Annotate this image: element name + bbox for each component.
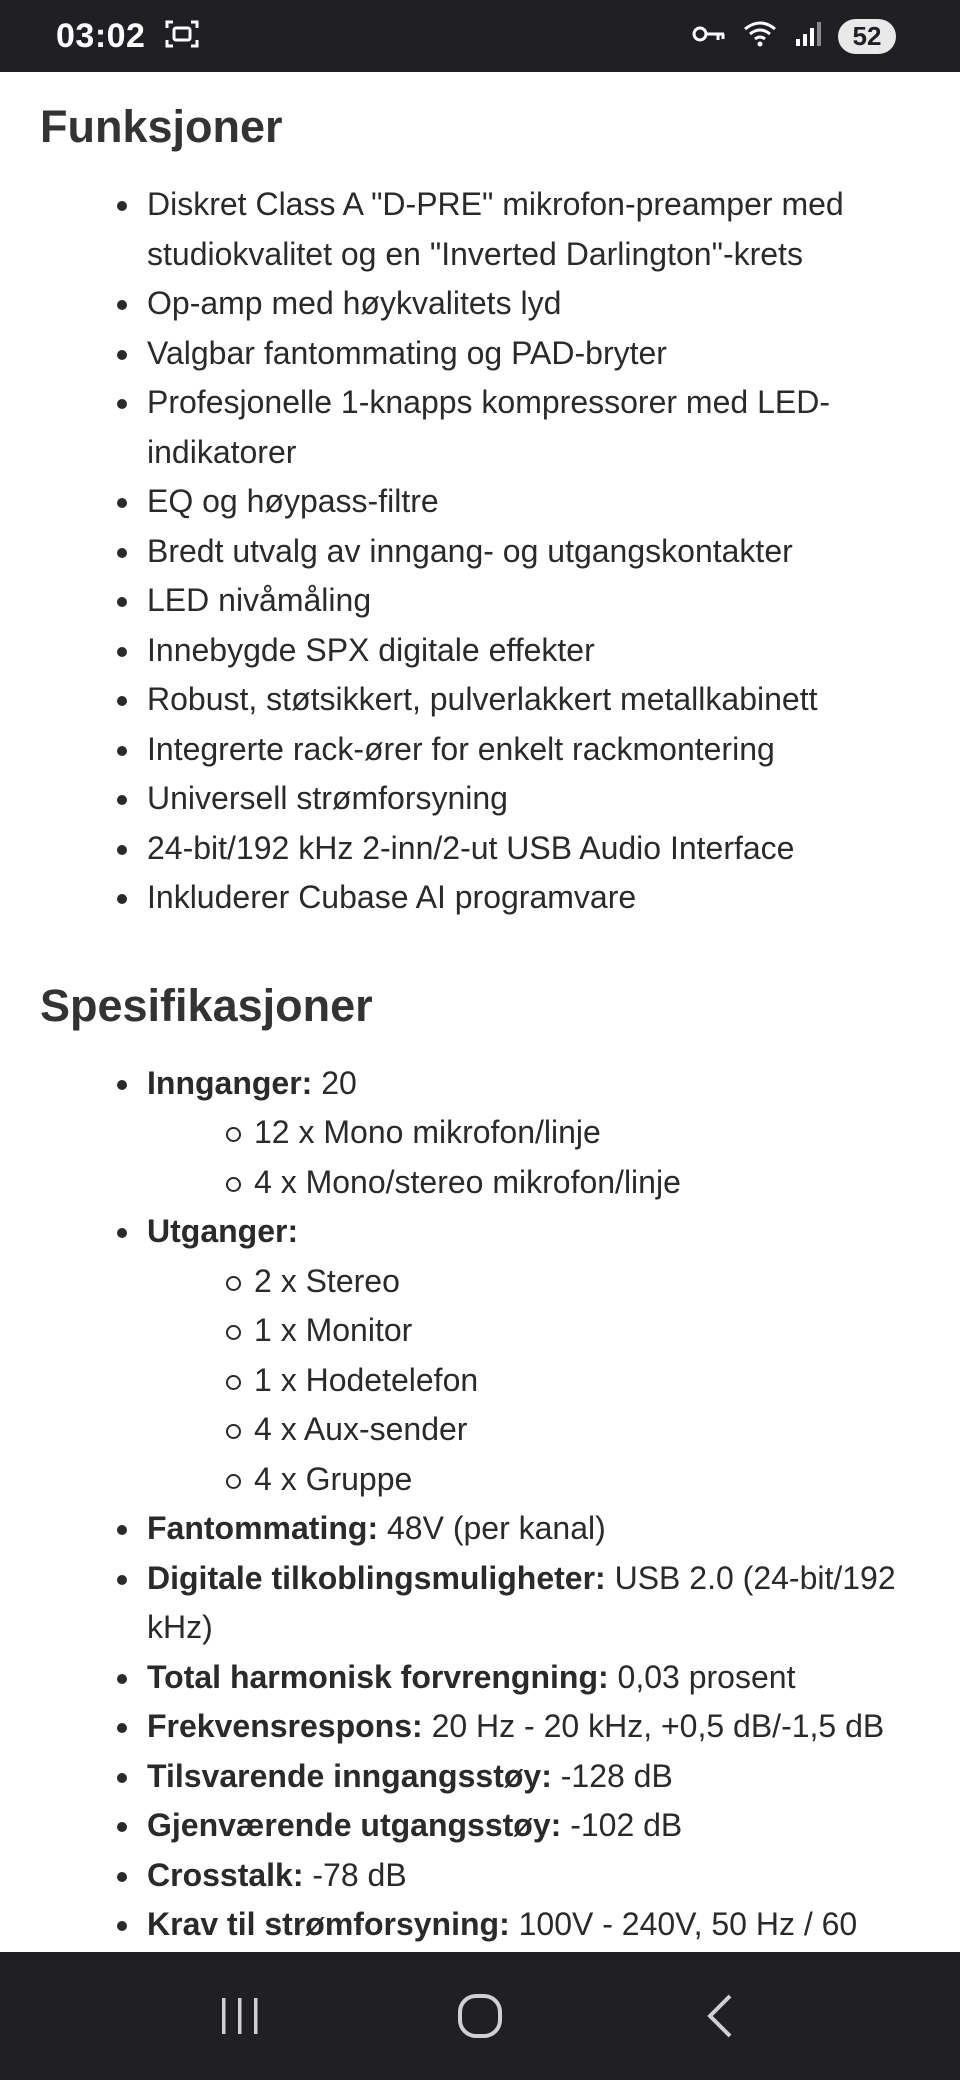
spec-item — [147, 1752, 960, 1802]
spec-label: Innganger: — [147, 1064, 313, 1101]
status-bar — [0, 0, 960, 72]
spec-value: 20 — [312, 1064, 357, 1101]
sub-list-item: 4 x Mono/stereo mikrofon/linje — [254, 1158, 936, 1208]
features-list — [40, 180, 960, 923]
spec-item — [147, 1851, 960, 1901]
home-icon[interactable] — [440, 1976, 520, 2056]
wifi-icon — [742, 20, 778, 53]
list-item: Universell strømforsyning — [147, 774, 960, 824]
spec-label: Total harmonisk forvrengning: — [147, 1658, 609, 1695]
spec-value: -78 dB — [303, 1856, 407, 1893]
spec-item — [147, 1554, 960, 1653]
spec-label: Gjenværende utgangsstøy: — [147, 1807, 562, 1843]
recent-apps-icon[interactable] — [200, 1976, 280, 2056]
spec-label: Fantommating: — [147, 1510, 379, 1546]
list-item: 24-bit/192 kHz 2-inn/2-ut USB Audio Interface — [147, 824, 960, 874]
spec-item — [147, 1900, 960, 1950]
back-icon[interactable] — [680, 1976, 760, 2056]
list-item: EQ og høypass-filtre — [147, 477, 960, 527]
list-item: Profesjonelle 1-knapps kompressorer med LED-indikatorer — [147, 378, 960, 477]
spec-label: Frekvensrespons: — [147, 1708, 423, 1744]
sub-list-item: 1 x Hodetelefon — [254, 1356, 936, 1406]
sub-list-item: 2 x Stereo — [254, 1257, 936, 1307]
spec-value: 0,03 prosent — [608, 1658, 796, 1695]
list-item: Integrerte rack-ører for enkelt rackmontering — [147, 725, 960, 775]
list-item: Valgbar fantommating og PAD-bryter — [147, 329, 960, 379]
list-item: Innebygde SPX digitale effekter — [147, 626, 960, 676]
battery-icon: 52 — [838, 19, 896, 54]
spec-inputs — [147, 1059, 960, 1208]
spec-item — [147, 1504, 960, 1554]
spec-label: Krav til strømforsyning: — [147, 1906, 510, 1942]
spec-label: Tilsvarende inngangsstøy: — [147, 1757, 552, 1794]
spec-value: -102 dB — [561, 1807, 683, 1843]
inputs-sublist — [147, 1108, 936, 1207]
navigation-bar — [0, 1952, 960, 2080]
features-heading: Funksjoner — [40, 101, 283, 152]
spec-label: Crosstalk: — [147, 1856, 304, 1893]
list-item: LED nivåmåling — [147, 576, 960, 626]
sub-list-item: 12 x Mono mikrofon/linje — [254, 1108, 936, 1158]
specs-heading: Spesifikasjoner — [40, 979, 373, 1031]
spec-item — [147, 1801, 960, 1851]
spec-value: 20 Hz - 20 kHz, +0,5 dB/-1,5 dB — [422, 1708, 885, 1744]
list-item: Bredt utvalg av inngang- og utgangskontakter — [147, 527, 960, 577]
spec-value: 100V - 240V, 50 Hz / 60 — [509, 1906, 858, 1942]
sub-list-item: 4 x Gruppe — [254, 1455, 936, 1505]
spec-item — [147, 1653, 960, 1703]
spec-value: USB 2.0 (24-bit/192 kHz) — [147, 1559, 896, 1645]
sub-list-item: 1 x Monitor — [254, 1306, 936, 1356]
list-item: Diskret Class A "D-PRE" mikrofon-preamper med studiokvalitet og en "Inverted Darlington"-krets — [147, 180, 960, 279]
sub-list-item: 4 x Aux-sender — [254, 1405, 936, 1455]
spec-outputs — [147, 1207, 960, 1504]
specs-list — [40, 1059, 960, 1950]
spec-value: -128 dB — [551, 1757, 673, 1794]
screenshot-icon — [165, 19, 199, 54]
list-item: Robust, støtsikkert, pulverlakkert metallkabinett — [147, 675, 960, 725]
spec-item — [147, 1702, 960, 1752]
spec-label: Utganger: — [147, 1213, 299, 1249]
list-item: Op-amp med høykvalitets lyd — [147, 279, 960, 329]
vpn-key-icon — [692, 23, 726, 50]
spec-value: 48V (per kanal) — [378, 1510, 606, 1546]
signal-icon — [794, 21, 822, 52]
list-item: Inkluderer Cubase AI programvare — [147, 873, 960, 923]
status-time: 03:02 — [56, 16, 146, 55]
spec-label: Digitale tilkoblingsmuligheter: — [147, 1559, 606, 1596]
outputs-sublist — [147, 1257, 936, 1505]
page-content[interactable] — [0, 72, 960, 1952]
